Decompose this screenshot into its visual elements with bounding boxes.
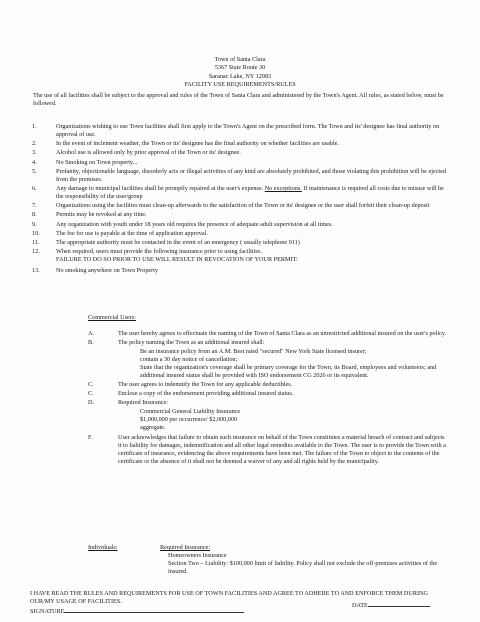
- document-title: FACILITY USE REQUIREMENTS/RULES: [184, 81, 296, 89]
- individuals-section: [88, 544, 458, 576]
- required-insurance: Required Insurance:: [160, 544, 210, 551]
- commercial-users-heading: Commercial Users:: [88, 314, 136, 321]
- sub-item: aggregate.: [140, 424, 166, 431]
- town-name: Town of Santa Clara: [214, 56, 266, 63]
- homeowners-insurance: Homeowners Insurance: [168, 552, 227, 559]
- signature-label: SIGNATURE: [30, 608, 65, 615]
- individuals-label: Individuals:: [88, 544, 118, 551]
- rule-item: 5. Profanity, objectionable language, disorderly acts or illegal activities of any kind are absolutely prohibited, and those violating this prohibition will be ejected from the premises.: [32, 167, 446, 183]
- rule-item: 2. In the event of inclement weather, the Town or its' designee has the final authority on whether facilities are usable.: [32, 140, 339, 148]
- date-label: DATE: [352, 602, 368, 609]
- rule-item: 1. Organizations wishing to use Town facilities shall first apply to the Town's Agent on the prescribed form. The Town and its' designee has final authority on approval of use.: [32, 123, 440, 138]
- town-city: Saranac Lake, NY 12983: [208, 72, 272, 80]
- rule-item: 3. Alcohol use is allowed only by prior approval of the Town or its' designee.: [32, 149, 241, 157]
- signature-line[interactable]: [64, 606, 244, 613]
- rule-item: 6. Any damage to municipal facilities shall be promptly repaired at the user's expense. No exceptions. If maintenance is required all costs due to misuse will be the responsibility of the user/group: [32, 184, 444, 200]
- sub-item: $1,000,000 per occurrence/ $2,000,000: [140, 416, 238, 423]
- sub-item: Commercial General Liability Insurance: [140, 408, 241, 415]
- rules-list: [32, 123, 452, 276]
- list-item: D. Required Insurance:: [88, 399, 168, 406]
- sub-item: contain a 30 day notice of cancellation;: [140, 356, 238, 363]
- rule-item: 8. Permits may be revoked at any time.: [32, 211, 147, 219]
- town-address: 5367 State Route 30: [214, 64, 266, 72]
- rule-item: 12. When required, users must provide the following insurance prior to using facilities. FAILURE TO DO SO PRIOR TO USE WILL RESULT IN REVOCATION OF YOUR PERMIT:: [32, 248, 298, 264]
- letterhead: [0, 56, 480, 90]
- list-item: B. The policy naming the Town as an additional insured shall:: [88, 339, 265, 346]
- rule-item: 10. The fee for use is payable at the time of application approval.: [32, 229, 208, 237]
- rule-item: 9. Any organization with youth under 18 years old requires the presence of adequate adult supervision at all times.: [32, 220, 333, 228]
- signature-field: [30, 606, 450, 616]
- rule-item: 7. Organizations using the facilities must clean-up afterwards to the satisfaction of the Town or its' designee or the user shall forfeit their clean-up deposit: [32, 202, 430, 210]
- list-item: C. Enclose a copy of the endorsement providing additional insured status.: [88, 390, 294, 397]
- intro-paragraph: The use of all facilities shall be subject to the approval and rules of the Town of Santa Clara and administered by the Town's Agent. All rules, as stated below, must be followed.: [33, 92, 444, 107]
- acknowledgement: I HAVE READ THE RULES AND REQUIREMENTS FOR USE OF TOWN FACILITIES AND AGREE TO ADHERE TO AND ENFORCE THEM DURING OUR/MY USAGE OF FACILITIES.: [30, 590, 428, 605]
- rule-item: 13. No smoking anywhere on Town Property: [32, 267, 159, 275]
- rule-item: 11. The appropriate authority must be contacted in the event of an emergency ( usually telephone 911): [32, 238, 300, 246]
- failure-warning: FAILURE TO DO SO PRIOR TO USE WILL RESULT IN REVOCATION OF YOUR PERMIT:: [56, 256, 298, 264]
- liability-section: Section Two – Liability: $100,000 limit of liability. Policy shall not exclude the off-premises activities of the insured.: [168, 560, 438, 575]
- sub-item: State that the organization's coverage shall be primary coverage for the Town, its Board, employees and volunteers; and additional insured status shall be provided with ISO endorsement CG 2026 or its equivalent.: [140, 364, 437, 379]
- list-item: A. The user hereby agrees to effectuate the naming of the Town of Santa Clara as an unrestricted additional insured on the user's policy.: [88, 330, 447, 337]
- rule-item: 4. No Smoking on Town property...: [32, 158, 138, 166]
- commercial-users-list: [88, 330, 448, 467]
- list-item: F. User acknowledges that failure to obtain such insurance on behalf of the Town constitutes a material breach of contract and subjects it to liability for damages, indemnification and all other legal remedies available to the Town. The user is to provide the Town with a certificate of insurance, evidencing the above requirements have been met. The failure of the Town to object to the contents of the certificate or the absence of it shall not be deemed a waiver of any and all rights held by the municipality.: [88, 434, 446, 465]
- sub-item: Be an insurance policy from an A.M. Best rated "secured" New York State licensed insurer;: [140, 348, 367, 355]
- list-item: C. The user agrees to indemnify the Town for any applicable deductibles.: [88, 381, 293, 388]
